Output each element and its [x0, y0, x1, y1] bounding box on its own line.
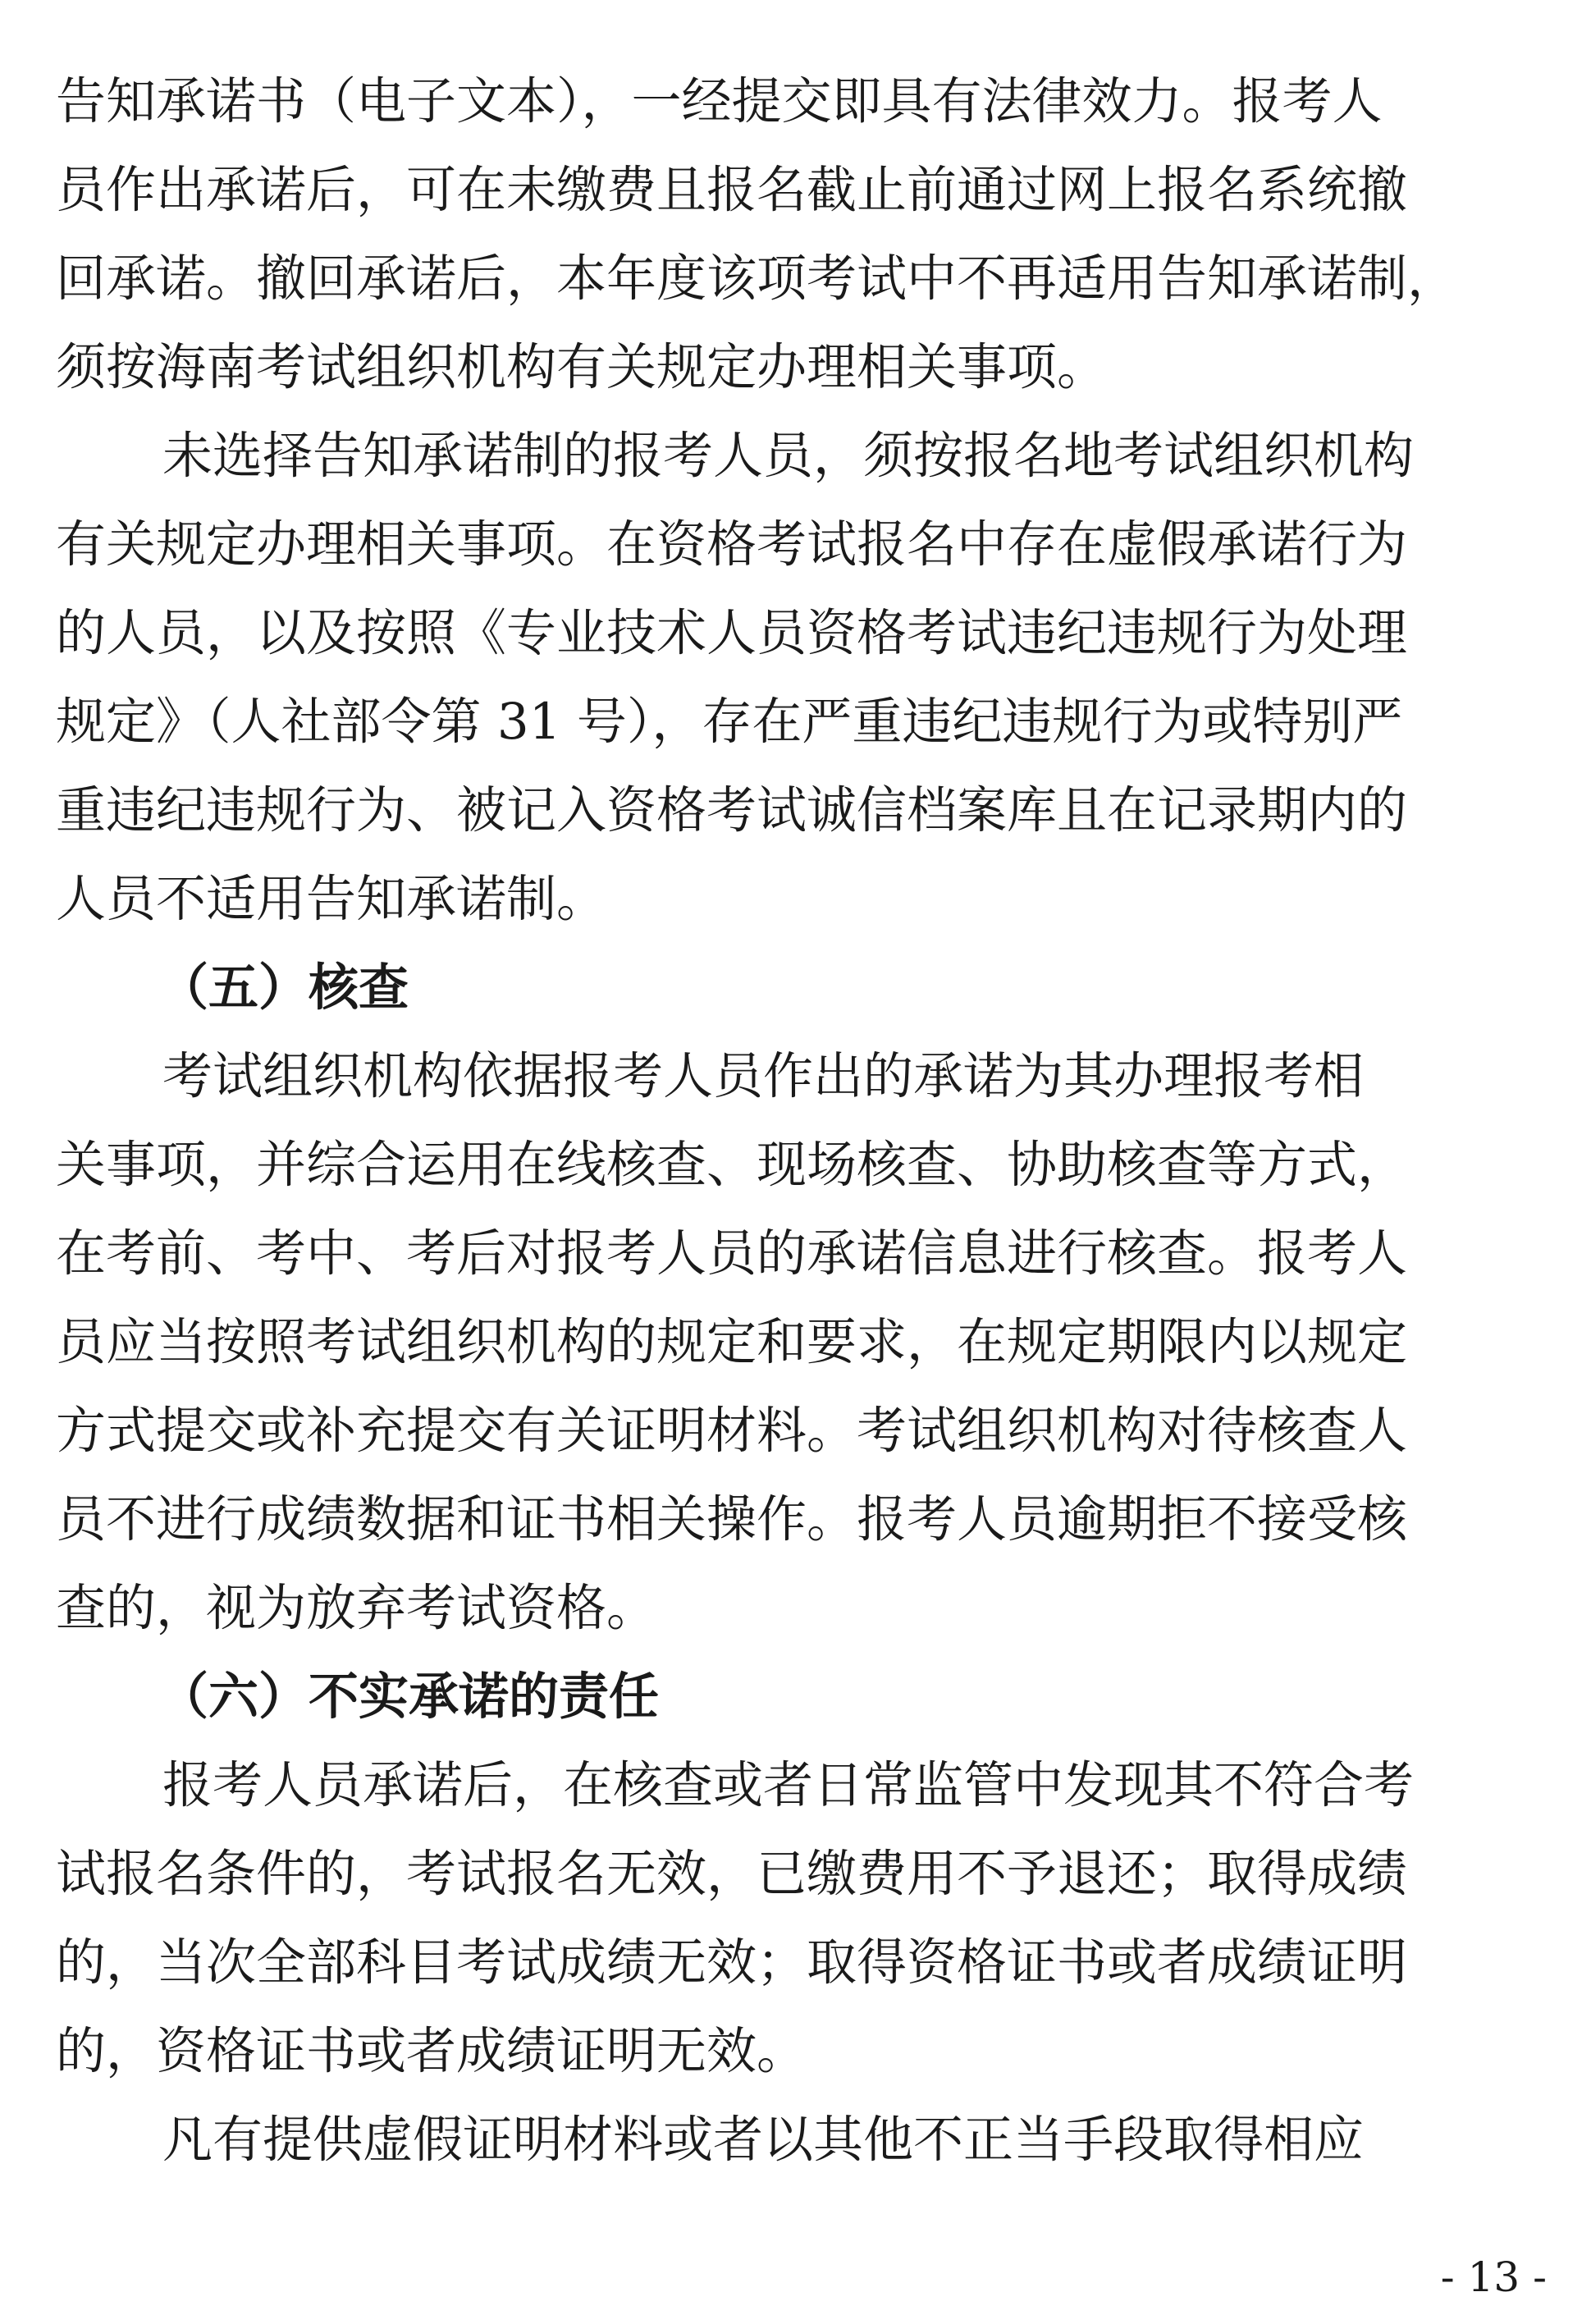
text-line: 须按海南考试组织机构有关规定办理相关事项。 [56, 338, 1108, 396]
text-line: 规定》（人社部令第 31 号），存在严重违纪违规行为或特别严 [56, 693, 1403, 751]
text-line: 试报名条件的，考试报名无效，已缴费用不予退还；取得成绩 [56, 1845, 1408, 1903]
text-line: 的人员，以及按照《专业技术人员资格考试违纪违规行为处理 [56, 604, 1408, 662]
paragraph-start-line: 考试组织机构依据报考人员作出的承诺为其办理报考相 [162, 1047, 1365, 1105]
text-line: 的，当次全部科目考试成绩无效；取得资格证书或者成绩证明 [56, 1933, 1408, 1992]
text-line: 告知承诺书（电子文本），一经提交即具有法律效力。报考人 [56, 72, 1383, 130]
section-heading-liability: （六）不实承诺的责任 [158, 1668, 660, 1726]
document-body [56, 57, 1533, 2184]
text-line: 的，资格证书或者成绩证明无效。 [56, 2022, 807, 2080]
page-number: - 13 - [1440, 2253, 1547, 2301]
text-line: 员作出承诺后，可在未缴费且报名截止前通过网上报名系统撤 [56, 161, 1408, 219]
section-heading-verification: （五）核查 [158, 958, 409, 1017]
text-line: 回承诺。撤回承诺后，本年度该项考试中不再适用告知承诺制， [56, 249, 1458, 308]
text-line: 在考前、考中、考后对报考人员的承诺信息进行核查。报考人 [56, 1224, 1408, 1283]
paragraph-start-line: 凡有提供虚假证明材料或者以其他不正当手段取得相应 [162, 2111, 1365, 2169]
text-line: 有关规定办理相关事项。在资格考试报名中存在虚假承诺行为 [56, 515, 1408, 574]
text-line: 重违纪违规行为、被记入资格考试诚信档案库且在记录期内的 [56, 781, 1408, 839]
text-line: 关事项，并综合运用在线核查、现场核查、协助核查等方式， [56, 1136, 1408, 1194]
text-line: 方式提交或补充提交有关证明材料。考试组织机构对待核查人 [56, 1402, 1408, 1460]
text-line: 员应当按照考试组织机构的规定和要求，在规定期限内以规定 [56, 1313, 1408, 1371]
text-line: 员不进行成绩数据和证书相关操作。报考人员逾期拒不接受核 [56, 1490, 1408, 1549]
text-line: 人员不适用告知承诺制。 [56, 870, 607, 928]
paragraph-start-line: 未选择告知承诺制的报考人员，须按报名地考试组织机构 [162, 427, 1415, 485]
paragraph-start-line: 报考人员承诺后，在核查或者日常监管中发现其不符合考 [162, 1756, 1415, 1814]
text-line: 查的，视为放弃考试资格。 [56, 1579, 657, 1637]
